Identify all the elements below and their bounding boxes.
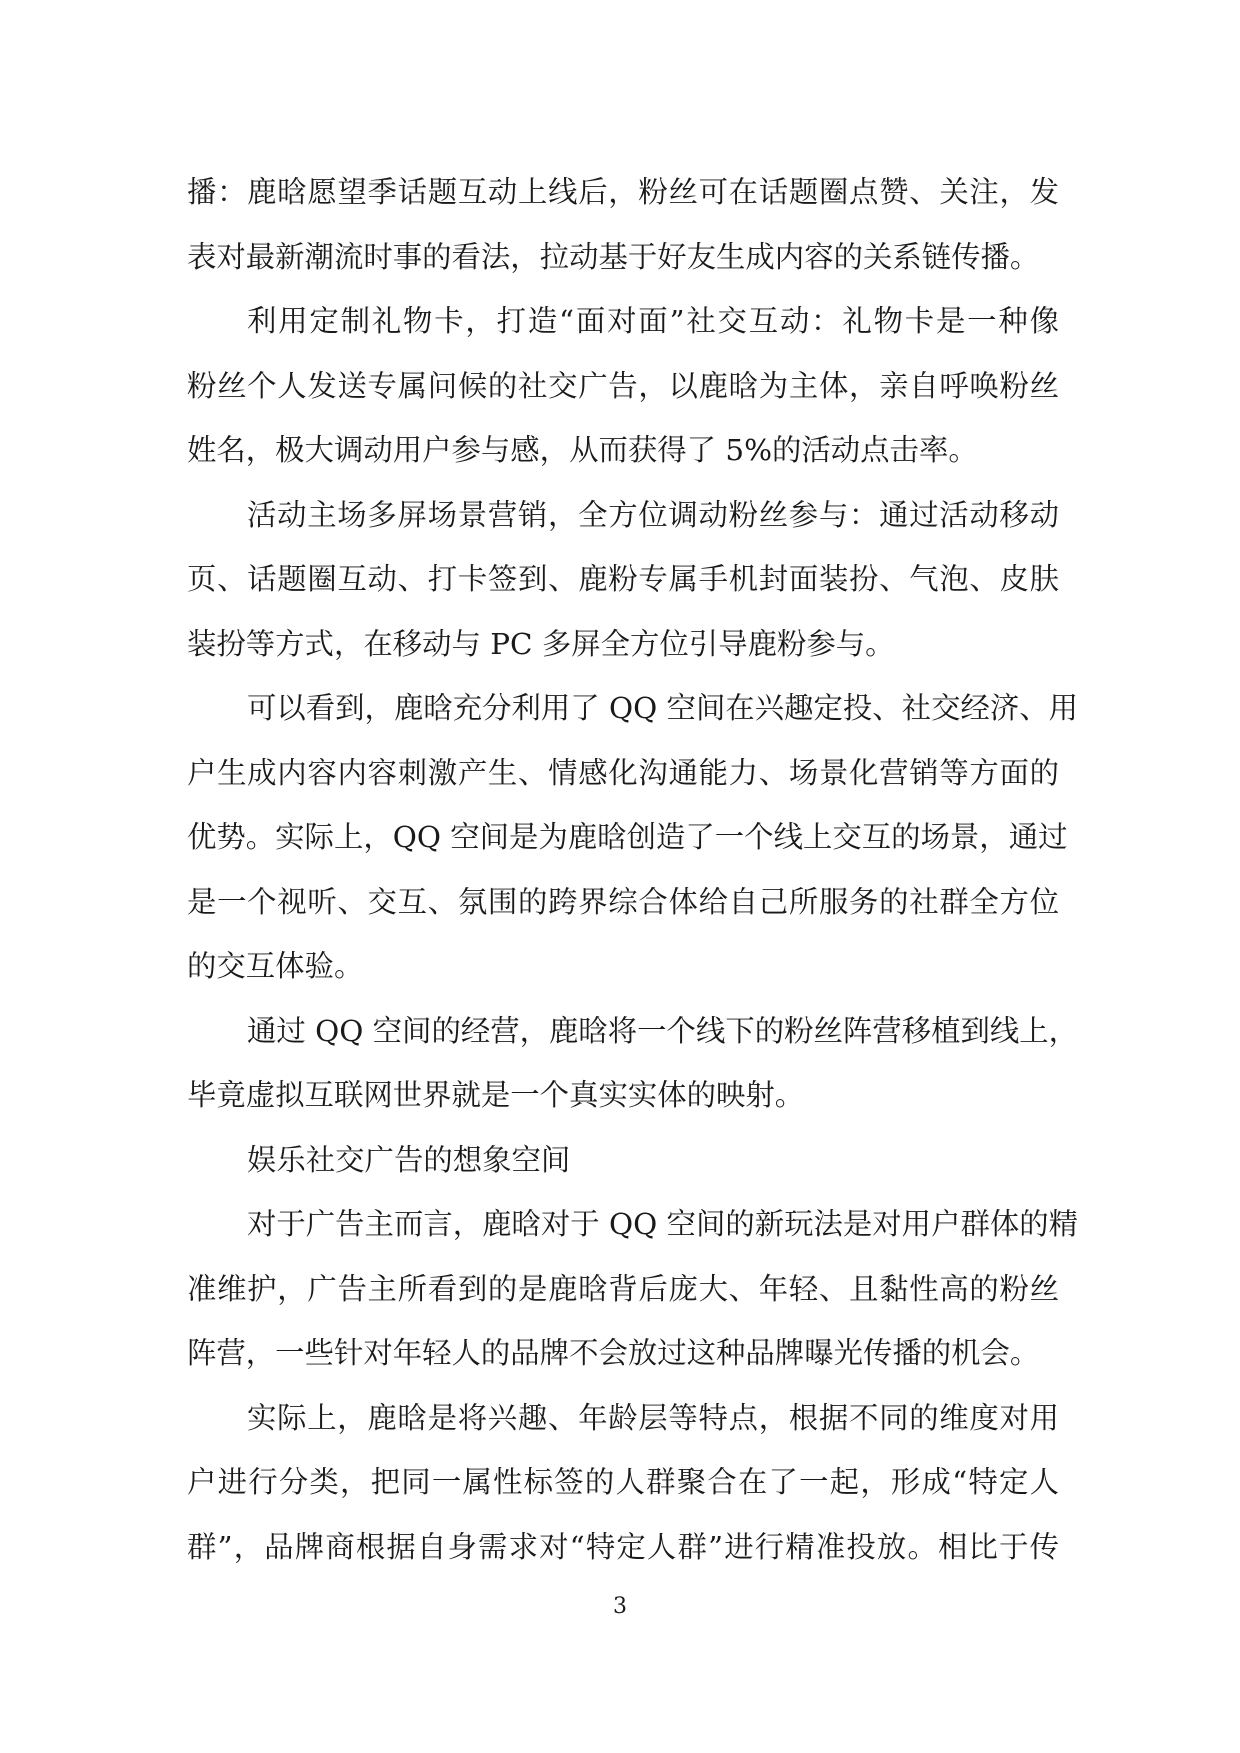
paragraph-5-line-1: 通过 QQ 空间的经营，鹿晗将一个线下的粉丝阵营移植到线上， — [247, 1013, 1079, 1048]
paragraph-3-line-3: 装扮等方式，在移动与 PC 多屏全方位引导鹿粉参与。 — [187, 626, 895, 661]
paragraph-2-line-3: 姓名，极大调动用户参与感，从而获得了 5%的活动点击率。 — [187, 433, 978, 467]
section-heading: 娱乐社交广告的想象空间 — [247, 1142, 571, 1177]
paragraph-4-line-2: 户生成内容内容刺激产生、情感化沟通能力、场景化营销等方面的 — [187, 755, 1059, 790]
paragraph-3-line-2: 页、话题圈互动、打卡签到、鹿粉专属手机封面装扮、气泡、皮肤 — [187, 562, 1059, 596]
paragraph-4-line-1: 可以看到，鹿晗充分利用了 QQ 空间在兴趣定投、社交经济、用 — [247, 691, 1079, 725]
paragraph-7-line-2: 户进行分类，把同一属性标签的人群聚合在了一起，形成“特定人 — [187, 1465, 1059, 1499]
paragraph-2-line-1: 利用定制礼物卡，打造“面对面”社交互动：礼物卡是一种像 — [247, 304, 1059, 338]
paragraph-1-line-2: 表对最新潮流时事的看法，拉动基于好友生成内容的关系链传播。 — [187, 239, 1040, 274]
paragraph-4-line-5: 的交互体验。 — [187, 949, 364, 983]
paragraph-5-line-2: 毕竟虚拟互联网世界就是一个真实实体的映射。 — [187, 1078, 805, 1112]
paragraph-6-line-3: 阵营，一些针对年轻人的品牌不会放过这种品牌曝光传播的机会。 — [187, 1336, 1040, 1370]
paragraph-6-line-1: 对于广告主而言，鹿晗对于 QQ 空间的新玩法是对用户群体的精 — [247, 1207, 1079, 1241]
paragraph-4-line-3: 优势。实际上，QQ 空间是为鹿晗创造了一个线上交互的场景，通过 — [187, 820, 1068, 854]
paragraph-1-line-1: 播：鹿晗愿望季话题互动上线后，粉丝可在话题圈点赞、关注，发 — [187, 175, 1059, 209]
paragraph-6-line-2: 准维护，广告主所看到的是鹿晗背后庞大、年轻、且黏性高的粉丝 — [187, 1271, 1059, 1306]
paragraph-7-line-3: 群”，品牌商根据自身需求对“特定人群”进行精准投放。相比于传 — [187, 1529, 1059, 1564]
paragraph-3-line-1: 活动主场多屏场景营销，全方位调动粉丝参与：通过活动移动 — [247, 497, 1059, 532]
body-text — [187, 160, 1079, 1579]
paragraph-7-line-1: 实际上，鹿晗是将兴趣、年龄层等特点，根据不同的维度对用 — [247, 1400, 1059, 1435]
page-number: 3 — [613, 1594, 627, 1619]
paragraph-4-line-4: 是一个视听、交互、氛围的跨界综合体给自己所服务的社群全方位 — [187, 884, 1059, 919]
paragraph-2-line-2: 粉丝个人发送专属问候的社交广告，以鹿晗为主体，亲自呼唤粉丝 — [187, 368, 1059, 403]
